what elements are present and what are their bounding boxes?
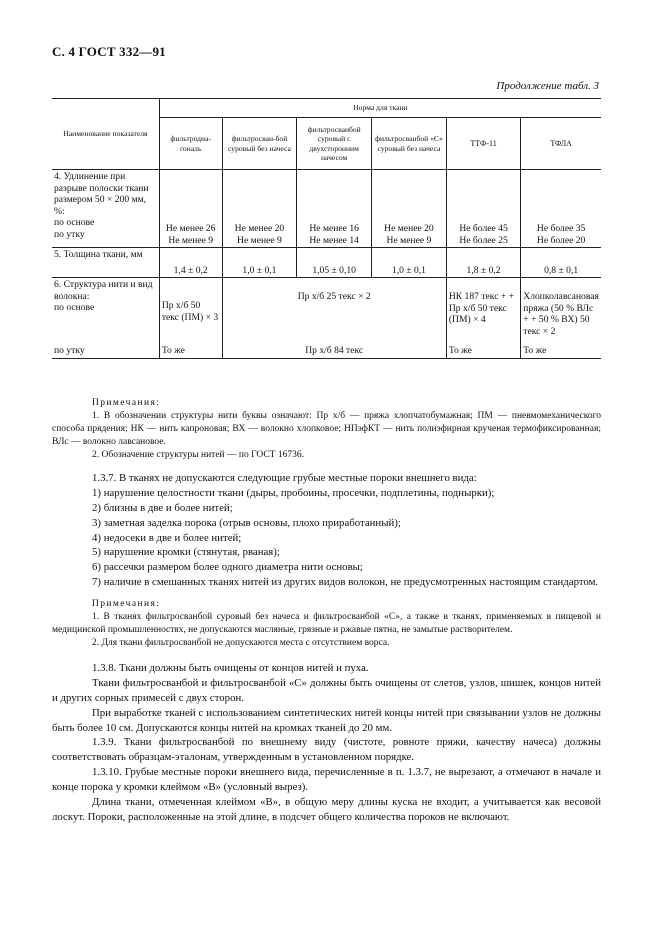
- page-header: С. 4 ГОСТ 332—91: [52, 44, 166, 59]
- col-header-filtrosvanboi-no-nap: фильтросван-бой суровый без начеса: [222, 118, 297, 170]
- list-item: 3) заметная заделка порока (отрыв основы, плохо приработанный);: [92, 516, 401, 529]
- note-item: 2. Обозначение структуры нитей — по ГОСТ 16736.: [92, 450, 304, 461]
- paragraph: 1.3.8. Ткани должны быть очищены от концов нитей и пуха.: [92, 662, 369, 674]
- cell-value: Не более 25: [459, 234, 508, 246]
- cell-value: Не менее 20: [384, 223, 434, 234]
- cell-value: То же: [159, 338, 222, 358]
- col-header-filtrodiagonal: фильтродиа-гональ: [159, 118, 222, 170]
- cell-value: Не менее 9: [386, 234, 432, 246]
- cell-value: 1,8 ± 0,2: [446, 248, 520, 278]
- param-column-header: Наименование показателя: [52, 99, 159, 170]
- paragraph: 1.3.7. В тканях не допускаются следующие грубые местные пороки внешнего вида:: [92, 472, 477, 484]
- cell-value: Не более 45: [459, 223, 508, 234]
- cell-value: Не менее 26: [165, 223, 216, 234]
- cell-value: 1,0 ± 0,1: [222, 248, 297, 278]
- norm-header: Норма для ткани: [159, 99, 601, 118]
- list-item: 7) наличие в смешанных тканях нитей из других видов волокон, не предусмотренных настоящим стандартом.: [92, 576, 599, 589]
- row-sublabel-weft: по утку: [52, 338, 159, 358]
- paragraph: Ткани фильтросванбой и фильтросванбой «С» должны быть очищены от слетов, узлов, шишек, концов нитей и других сорных примесей с двух сторон.: [52, 676, 601, 704]
- notes-1: [52, 397, 601, 463]
- cell-value: Не менее 9: [168, 234, 214, 246]
- section-1-3-8-to-1-3-10: [52, 661, 601, 825]
- list-item: 6) рассечки размером более одного диаметра нити основы;: [92, 561, 363, 574]
- cell-value: То же: [446, 338, 520, 358]
- list-item: 4) недосеки в две и более нитей;: [92, 531, 242, 544]
- notes-2: [52, 598, 601, 650]
- table-row: [52, 248, 601, 278]
- table-continuation-label: Продолжение табл. 3: [496, 80, 599, 92]
- row-sublabel-weft: по утку: [54, 228, 85, 240]
- col-header-tfla: ТФЛА: [521, 118, 601, 170]
- table-3: [52, 98, 601, 359]
- cell-value: 1,0 ± 0,1: [372, 248, 447, 278]
- cell-value: 1,4 ± 0,2: [159, 248, 222, 278]
- cell-value: Пр х/б 25 текс × 2: [222, 278, 446, 339]
- row-sublabel-warp: по основе: [54, 302, 95, 313]
- notes-title: Примечания:: [92, 398, 161, 408]
- cell-value: То же: [521, 338, 601, 358]
- paragraph: 1.3.10. Грубые местные пороки внешнего вида, перечисленные в п. 1.3.7, не вырезают, а отмечают в начале и конце порока у кромки клеймом «В» (условный вырез).: [52, 766, 601, 794]
- cell-value: Не менее 14: [309, 234, 359, 246]
- row-sublabel-warp: по основе: [54, 217, 95, 228]
- note-item: 2. Для ткани фильтросванбой не допускаются места с отсутствием ворса.: [92, 638, 390, 649]
- list-item: 1) нарушение целостности ткани (дыры, пробоины, просечки, подплетины, поднырки);: [92, 486, 495, 499]
- section-1-3-7: [52, 471, 601, 590]
- row-label: 5. Толщина ткани, мм: [52, 248, 159, 278]
- table-row: [52, 338, 601, 358]
- notes-title: Примечания:: [92, 599, 161, 609]
- col-header-filtrosvanboi-two-side-nap: фильтросванбой суровый с двухсторонним начесом: [297, 118, 372, 170]
- row-label: 6. Структура нити и вид волокна:: [54, 279, 153, 302]
- table-row: [52, 278, 601, 339]
- row-label: 4. Удлинение при разрыве полоски ткани размером 50 × 200 мм, %:: [54, 171, 149, 217]
- paragraph: При выработке тканей с использованием синтетических нитей концы нитей при связывании узлов не должны быть более 10 см. Допускаются концы нитей на кромках тканей до 20 мм.: [52, 706, 601, 734]
- paragraph: Длина ткани, отмеченная клеймом «В», в общую меру длины куска не входит, а учитывается как весовой лоскут. Пороки, расположенные на этой длине, в подсчет общего количества пороков не включают.: [52, 796, 601, 823]
- cell-value: Не более 20: [536, 234, 586, 246]
- list-item: 5) нарушение кромки (стянутая, рваная);: [92, 546, 280, 559]
- cell-value: Пр х/б 84 текс: [222, 338, 446, 358]
- note-item: 1. В тканях фильтросванбой суровый без начеса и фильтросванбой «С», а также в тканях, применяемых в пищевой и медицинской промышленностях, не допускаются масляные, грязные и ржавые пятна, не замытые растворителем.: [52, 612, 601, 636]
- cell-value: Не более 35: [536, 223, 586, 234]
- cell-value: 1,05 ± 0,10: [297, 248, 372, 278]
- cell-value: Пр х/б 50 текс (ПМ) × 3: [159, 278, 222, 339]
- cell-value: НК 187 текс + + Пр х/б 50 текс (ПМ) × 4: [446, 278, 520, 339]
- cell-value: Не менее 16: [309, 223, 359, 234]
- list-item: 2) близны в две и более нитей;: [92, 501, 233, 514]
- cell-value: Не менее 20: [234, 223, 285, 234]
- col-header-ttf11: ТТФ-11: [446, 118, 520, 170]
- paragraph: 1.3.9. Ткани фильтросванбой по внешнему виду (чистоте, ровноте пряжи, качеству начеса) должны соответствовать образцам-эталонам, утвержденным в установленном порядке.: [52, 736, 601, 764]
- cell-value: Не менее 9: [237, 234, 282, 246]
- note-item: 1. В обозначении структуры нити буквы означают: Пр х/б — пряжа хлопчатобумажная; ПМ — пневмомеханического способа прядения; НК — нить капроновая; ВХ — волокно хлопковое; НПэфКТ — нить полиэфирная крученая термофиксированная; ВЛс — волокно лавсановое.: [52, 411, 601, 448]
- cell-value: Хлопколавсановая пряжа (50 % ВЛс + + 50 % ВХ) 50 текс × 2: [521, 278, 601, 339]
- col-header-filtrosvanboi-c: фильтросванбой «С» суровый без начеса: [372, 118, 447, 170]
- table-row: [52, 170, 601, 248]
- cell-value: 0,8 ± 0,1: [521, 248, 601, 278]
